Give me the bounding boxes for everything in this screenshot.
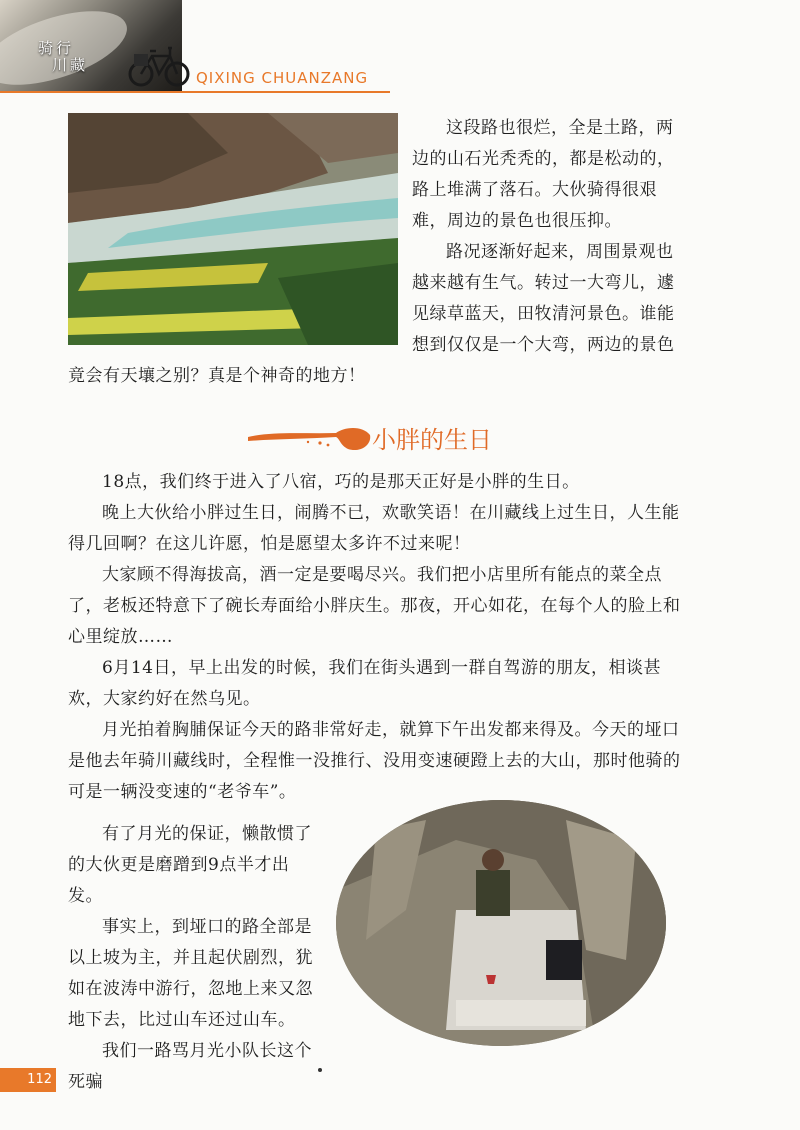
bottom-paragraph-1: 有了月光的保证，懒散惯了的大伙更是磨蹭到9点半才出发。 xyxy=(68,824,312,906)
main-paragraph-2: 晚上大伙给小胖过生日，闹腾不已，欢歌笑语！在川藏线上过生日，人生能得几回啊？在这儿许愿，怕是愿望太多许不过来呢！ xyxy=(68,503,680,554)
river-valley-photo xyxy=(68,113,398,345)
header-subtitle: QIXING CHUANZANG xyxy=(196,69,369,87)
header-rule xyxy=(0,91,390,93)
bottom-paragraph-2: 事实上，到垭口的路全部是以上坡为主，并且起伏剧烈，犹如在波涛中游行，忽地上来又忽地下去，比过山车还过山车。 xyxy=(68,917,313,1030)
paragraph-2-end: 竟会有天壤之别？真是个神奇的地方！ xyxy=(68,366,366,386)
main-paragraph-5: 月光拍着胸脯保证今天的路非常好走，就算下午出发都来得及。今天的垭口是他去年骑川藏线时，全程惟一没推行、没用变速硬蹬上去的大山，那时他骑的可是一辆没变速的“老爷车”。 xyxy=(68,720,681,802)
section-heading-text: 小胖的生日 xyxy=(372,426,492,454)
header-title-line1: 骑行 xyxy=(38,39,75,57)
paragraph-2-text: 路况逐渐好起来，周围景观也越来越有生气。转过一大弯儿，遽见绿草蓝天，田牧清河景色。谁能想到仅仅是一个大弯，两边的景色 xyxy=(412,242,675,355)
header-title-line2: 川藏 xyxy=(52,56,89,74)
header-title xyxy=(38,40,88,74)
main-paragraph-3: 大家顾不得海拔高，酒一定是要喝尽兴。我们把小店里所有能点的菜全点了，老板还特意下了碗长寿面给小胖庆生。那夜，开心如花，在每个人的脸上和心里绽放…… xyxy=(68,565,681,647)
decorative-dot xyxy=(318,1068,322,1072)
main-paragraph-4: 6月14日，早上出发的时候，我们在街头遇到一群自驾游的朋友，相谈甚欢，大家约好在然乌见。 xyxy=(68,658,661,709)
bottom-paragraph-3: 我们一路骂月光小队长这个死骗 xyxy=(68,1041,312,1092)
pass-marker-photo xyxy=(336,800,666,1046)
page-number: 112 xyxy=(0,1068,56,1092)
main-text xyxy=(68,467,688,808)
bicycle-icon xyxy=(128,36,190,88)
paragraph-1 xyxy=(412,113,690,361)
main-paragraph-1: 18点，我们终于进入了八宿，巧的是那天正好是小胖的生日。 xyxy=(102,472,580,492)
bottom-text xyxy=(68,819,324,1098)
section-heading xyxy=(244,421,534,461)
brush-stroke-icon xyxy=(244,421,374,457)
paragraph-1-text: 这段路也很烂，全是土路，两边的山石光秃秃的，都是松动的，路上堆满了落石。大伙骑得很艰难，周边的景色也很压抑。 xyxy=(412,118,675,231)
